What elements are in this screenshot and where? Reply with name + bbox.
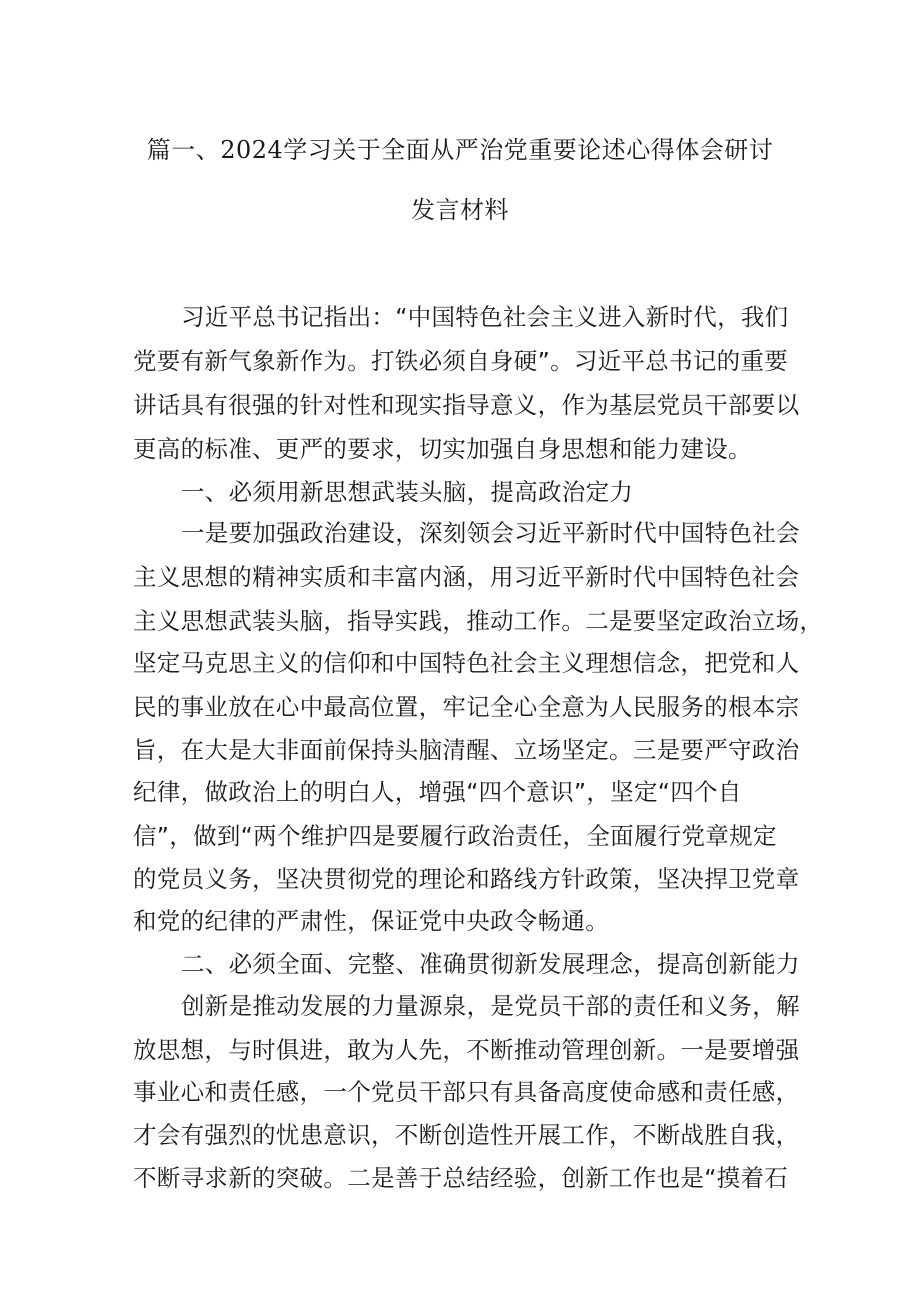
paragraph-line: 主义思想的精神实质和丰富内涵，用习近平新时代中国特色社会 xyxy=(133,563,800,591)
paragraph-line: 才会有强烈的忧患意识，不断创造性开展工作，不断战胜自我， xyxy=(133,1121,800,1149)
paragraph-line: 主义思想武装头脑，指导实践，推动工作。二是要坚定政治立场， xyxy=(133,607,824,635)
document-title-line-1: 篇一、2024学习关于全面从严治党重要论述心得体会研讨 xyxy=(146,136,774,164)
document-title-line-2: 发言材料 xyxy=(411,196,509,224)
paragraph-line: 事业心和责任感，一个党员干部只有具备高度使命感和责任感， xyxy=(133,1078,800,1106)
paragraph-line: 坚定马克思主义的信仰和中国特色社会主义理想信念，把党和人 xyxy=(133,649,800,677)
paragraph-line: 党要有新气象新作为。打铁必须自身硬”。习近平总书记的重要 xyxy=(133,347,789,375)
paragraph-line: 民的事业放在心中最高位置，牢记全心全意为人民服务的根本宗 xyxy=(133,693,800,721)
paragraph-line: 不断寻求新的突破。二是善于总结经验，创新工作也是“摸着石 xyxy=(133,1164,789,1192)
paragraph-line: 创新是推动发展的力量源泉，是党员干部的责任和义务，解 xyxy=(181,992,800,1020)
section-heading: 一、必须用新思想武装头脑，提高政治定力 xyxy=(181,478,634,506)
paragraph-line: 习近平总书记指出：“中国特色社会主义进入新时代，我们 xyxy=(181,303,789,331)
paragraph-line: 放思想，与时俱进，敢为人先，不断推动管理创新。一是要增强 xyxy=(133,1036,800,1064)
paragraph-line: 旨，在大是大非面前保持头脑清醒、立场坚定。三是要严守政治 xyxy=(133,736,800,764)
paragraph-line: 更高的标准、更严的要求，切实加强自身思想和能力建设。 xyxy=(133,435,752,463)
section-heading: 二、必须全面、完整、准确贯彻新发展理念，提高创新能力 xyxy=(181,950,800,978)
paragraph-line: 和党的纪律的严肃性，保证党中央政令畅通。 xyxy=(133,907,609,935)
paragraph-line: 一是要加强政治建设，深刻领会习近平新时代中国特色社会 xyxy=(181,519,800,547)
paragraph-line: 的党员义务，坚决贯彻党的理论和路线方针政策，坚决捍卫党章 xyxy=(133,865,800,893)
paragraph-line: 讲话具有很强的针对性和现实指导意义，作为基层党员干部要以 xyxy=(133,391,800,419)
paragraph-line: 纪律，做政治上的明白人，增强“四个意识”，坚定“四个自 xyxy=(133,778,742,806)
paragraph-line: 信”，做到“两个维护四是要履行政治责任，全面履行党章规定 xyxy=(133,822,777,850)
